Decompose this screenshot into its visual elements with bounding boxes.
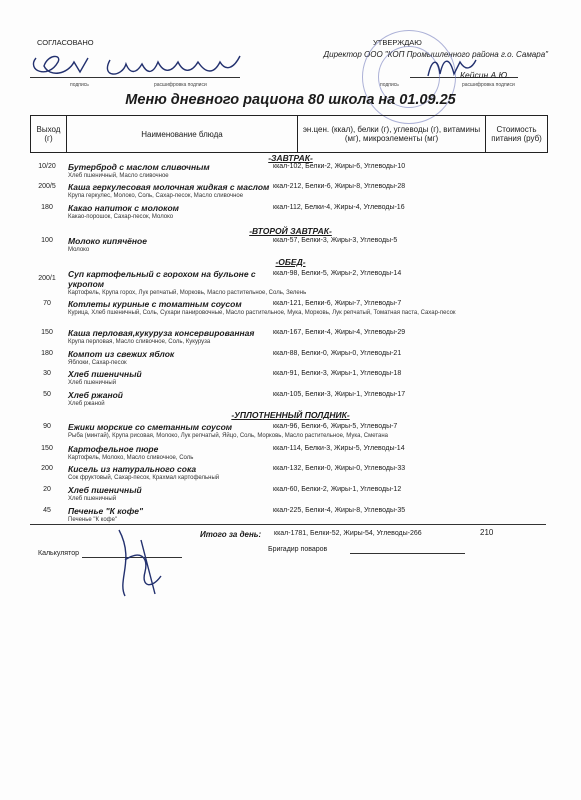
item-nutrition: ккал-114, Белки-3, Жиры-5, Углеводы-14: [273, 445, 405, 452]
item-nutrition: ккал-112, Белки-4, Жиры-4, Углеводы-16: [273, 204, 405, 211]
item-nutrition: ккал-105, Белки-3, Жиры-1, Углеводы-17: [273, 391, 406, 398]
item-composition: Курица, Хлеб пшеничный, Соль, Сухари панировочные, Масло растительное, Мука, Морковь, Лук репчатый, Томатная паста, Сахар-песок: [68, 310, 456, 316]
item-output: 70: [43, 300, 51, 307]
item-name: Печенье "К кофе": [68, 506, 143, 516]
item-name: Хлеб пшеничный: [68, 485, 142, 495]
signature-caption-right: подпись: [380, 82, 399, 88]
item-nutrition: ккал-132, Белки-0, Жиры-0, Углеводы-33: [273, 465, 406, 472]
section-snack: -УПЛОТНЕННЫЙ ПОЛДНИК-: [231, 410, 350, 420]
item-name: Каша геркулесовая молочная жидкая с маслом: [68, 182, 270, 192]
decode-caption-right: расшифровка подписи: [462, 82, 515, 88]
item-name: Ежики морские со сметанным соусом: [68, 422, 233, 432]
item-composition: Хлеб пшеничный: [68, 496, 117, 502]
item-output: 30: [43, 370, 51, 377]
director-line: Директор ООО "КОП Промышленного района г.о. Самара": [323, 50, 548, 59]
approved-label: СОГЛАСОВАНО: [37, 38, 94, 47]
item-name: Молоко кипячёное: [68, 236, 147, 246]
director-name: Кейсин А.Ю.: [460, 70, 510, 80]
item-name: Бутерброд с маслом сливочным: [68, 162, 210, 172]
item-composition: Рыба (минтай), Крупа рисовая, Молоко, Лук репчатый, Яйцо, Соль, Морковь, Масло растительное, Мука, Сметана: [68, 433, 389, 439]
signature-right: [420, 52, 480, 82]
item-nutrition: ккал-98, Белки-5, Жиры-2, Углеводы-14: [273, 270, 402, 277]
total-label: Итого за день:: [200, 530, 262, 539]
section-lunch: -ОБЕД-: [275, 257, 306, 267]
table-header: [30, 115, 548, 153]
item-output: 100: [41, 237, 53, 244]
item-output: 180: [41, 350, 53, 357]
item-output: 90: [43, 423, 51, 430]
section-second-breakfast: -ВТОРОЙ ЗАВТРАК-: [249, 226, 332, 236]
item-name: Суп картофельный с горохом на бульоне с укропом: [68, 269, 256, 289]
item-composition: Молоко: [68, 247, 90, 253]
item-name: Каша перловая,кукуруза консервированная: [68, 328, 255, 338]
item-composition: Яблоки, Сахар-песок: [68, 360, 127, 366]
chef-label: Бригадир поваров: [268, 546, 328, 553]
item-name: Хлеб ржаной: [68, 390, 123, 400]
section-breakfast: -ЗАВТРАК-: [268, 153, 313, 163]
item-nutrition: ккал-96, Белки-6, Жиры-5, Углеводы-7: [273, 423, 398, 430]
item-nutrition: ккал-60, Белки-2, Жиры-1, Углеводы-12: [273, 486, 402, 493]
item-composition: Крупа перловая, Масло сливочное, Соль, Кукуруза: [68, 339, 211, 345]
item-composition: Хлеб пшеничный: [68, 380, 117, 386]
item-nutrition: ккал-102, Белки-2, Жиры-6, Углеводы-10: [273, 163, 406, 170]
decode-caption-left: расшифровка подписи: [154, 82, 207, 88]
item-nutrition: ккал-225, Белки-4, Жиры-8, Углеводы-35: [273, 507, 406, 514]
item-composition: Картофель, Крупа горох, Лук репчатый, Морковь, Масло растительное, Соль, Зелень: [68, 290, 307, 296]
item-name: Какао напиток с молоком: [68, 203, 179, 213]
item-output: 50: [43, 391, 51, 398]
item-output: 45: [43, 507, 51, 514]
total-nutrition: ккал-1781, Белки-52, Жиры-54, Углеводы-266: [274, 530, 422, 537]
header-nutrition: эн.цен. (ккал), белки (г), углеводы (г), витамины (мг), микроэлементы (мг): [298, 116, 486, 152]
item-output: 200/5: [38, 183, 56, 190]
header-output: Выход (г): [31, 116, 67, 152]
item-name: Хлеб пшеничный: [68, 369, 142, 379]
calculator-label: Калькулятор: [38, 550, 79, 557]
signature-left-2: [100, 48, 250, 82]
item-name: Котлеты куриные с томатным соусом: [68, 299, 242, 309]
item-composition: Крупа геркулес, Молоко, Соль, Сахар-песок, Масло сливочное: [68, 193, 244, 199]
signature-left-1: [28, 48, 103, 82]
item-composition: Сок фруктовый, Сахар-песок, Крахмал картофельный: [68, 475, 220, 481]
signature-caption-left: подпись: [70, 82, 89, 88]
header-dish-name: Наименование блюда: [67, 116, 298, 152]
item-nutrition: ккал-91, Белки-3, Жиры-1, Углеводы-18: [273, 370, 402, 377]
page-title: Меню дневного рациона 80 школа на 01.09.25: [125, 92, 456, 108]
chef-signature-line: [350, 553, 465, 554]
total-cost: 210: [480, 528, 494, 537]
item-nutrition: ккал-88, Белки-0, Жиры-0, Углеводы-21: [273, 350, 402, 357]
item-composition: Хлеб ржаной: [68, 401, 105, 407]
agreed-label: УТВЕРЖДАЮ: [373, 38, 422, 47]
item-output: 180: [41, 204, 53, 211]
item-composition: Печенье "К кофе": [68, 517, 118, 523]
item-composition: Картофель, Молоко, Масло сливочное, Соль: [68, 455, 194, 461]
item-name: Кисель из натурального сока: [68, 464, 197, 474]
item-name: Компот из свежих яблок: [68, 349, 175, 359]
item-output: 10/20: [38, 163, 56, 170]
item-output: 150: [41, 329, 53, 336]
header-cost: Стоимость питания (руб): [491, 125, 542, 143]
item-nutrition: ккал-121, Белки-6, Жиры-7, Углеводы-7: [273, 300, 402, 307]
item-nutrition: ккал-212, Белки-6, Жиры-8, Углеводы-28: [273, 183, 406, 190]
item-output: 200: [41, 465, 53, 472]
item-name: Картофельное пюре: [68, 444, 159, 454]
item-composition: Хлеб пшеничный, Масло сливочное: [68, 173, 169, 179]
item-output: 150: [41, 445, 53, 452]
item-nutrition: ккал-57, Белки-3, Жиры-3, Углеводы-5: [273, 237, 398, 244]
item-output: 20: [43, 486, 51, 493]
item-composition: Какао-порошок, Сахар-песок, Молоко: [68, 214, 174, 220]
signature-bottom: [105, 520, 175, 600]
item-nutrition: ккал-167, Белки-4, Жиры-4, Углеводы-29: [273, 329, 406, 336]
item-output: 200/1: [38, 275, 56, 282]
